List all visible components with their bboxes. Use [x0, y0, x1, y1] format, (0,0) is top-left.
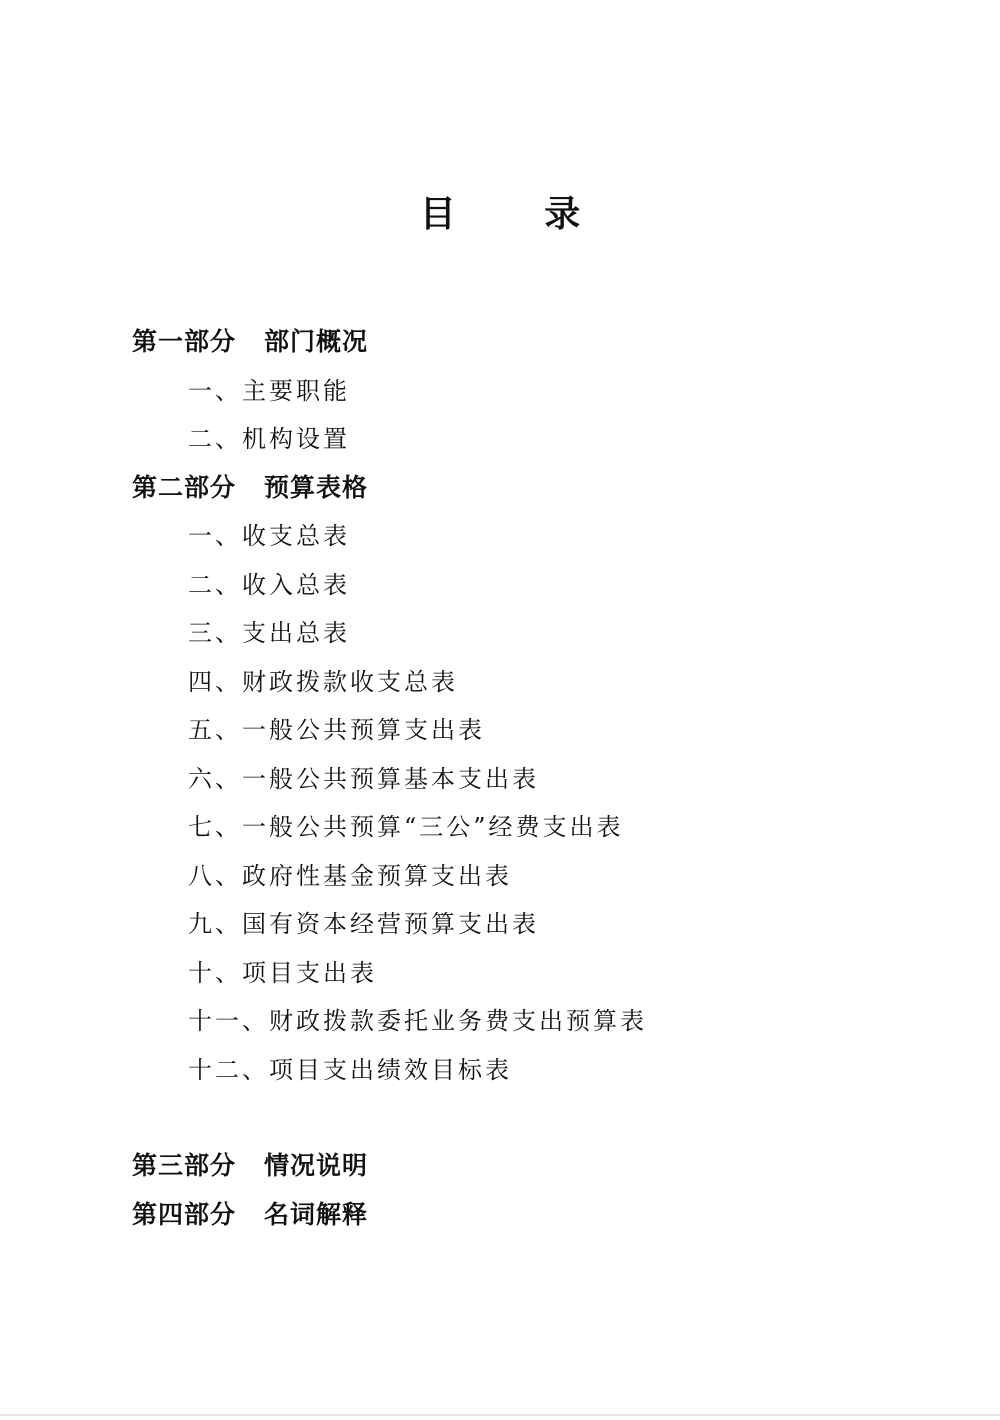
toc-item[interactable]: 七、一般公共预算“三公”经费支出表: [188, 813, 624, 841]
toc-item[interactable]: 四、财政拨款收支总表: [188, 667, 458, 696]
table-of-contents: [132, 318, 892, 1239]
page-bottom-edge: [0, 1414, 1000, 1416]
toc-item[interactable]: 二、收入总表: [188, 570, 350, 599]
toc-item[interactable]: 三、支出总表: [188, 619, 350, 647]
toc-part-number: 第二部分: [132, 472, 237, 502]
toc-part-3[interactable]: [132, 1142, 892, 1191]
toc-item[interactable]: 十、项目支出表: [188, 958, 377, 987]
toc-part-4[interactable]: [132, 1191, 892, 1240]
toc-part-name: 部门概况: [264, 327, 369, 356]
toc-item[interactable]: 一、主要职能: [188, 376, 350, 405]
section-gap: [132, 1094, 892, 1142]
toc-item[interactable]: 二、机构设置: [188, 425, 350, 453]
toc-item[interactable]: 十一、财政拨款委托业务费支出预算表: [188, 1007, 647, 1035]
toc-item[interactable]: 十二、项目支出绩效目标表: [188, 1055, 512, 1084]
toc-part-number: 第一部分: [132, 327, 237, 356]
page-title: 目 录: [419, 194, 619, 235]
toc-part-1[interactable]: [132, 318, 892, 367]
toc-item[interactable]: 一、收支总表: [188, 522, 350, 550]
toc-item[interactable]: 六、一般公共预算基本支出表: [188, 764, 539, 793]
toc-part-name: 情况说明: [264, 1151, 369, 1180]
toc-part-2[interactable]: [132, 464, 892, 513]
toc-item[interactable]: 五、一般公共预算支出表: [188, 716, 485, 744]
toc-part-number: 第三部分: [132, 1151, 237, 1180]
toc-item[interactable]: 八、政府性基金预算支出表: [188, 861, 512, 890]
toc-part-number: 第四部分: [132, 1199, 237, 1229]
toc-part-name: 预算表格: [264, 472, 369, 502]
toc-part-name: 名词解释: [264, 1199, 369, 1229]
toc-item[interactable]: 九、国有资本经营预算支出表: [188, 910, 539, 938]
